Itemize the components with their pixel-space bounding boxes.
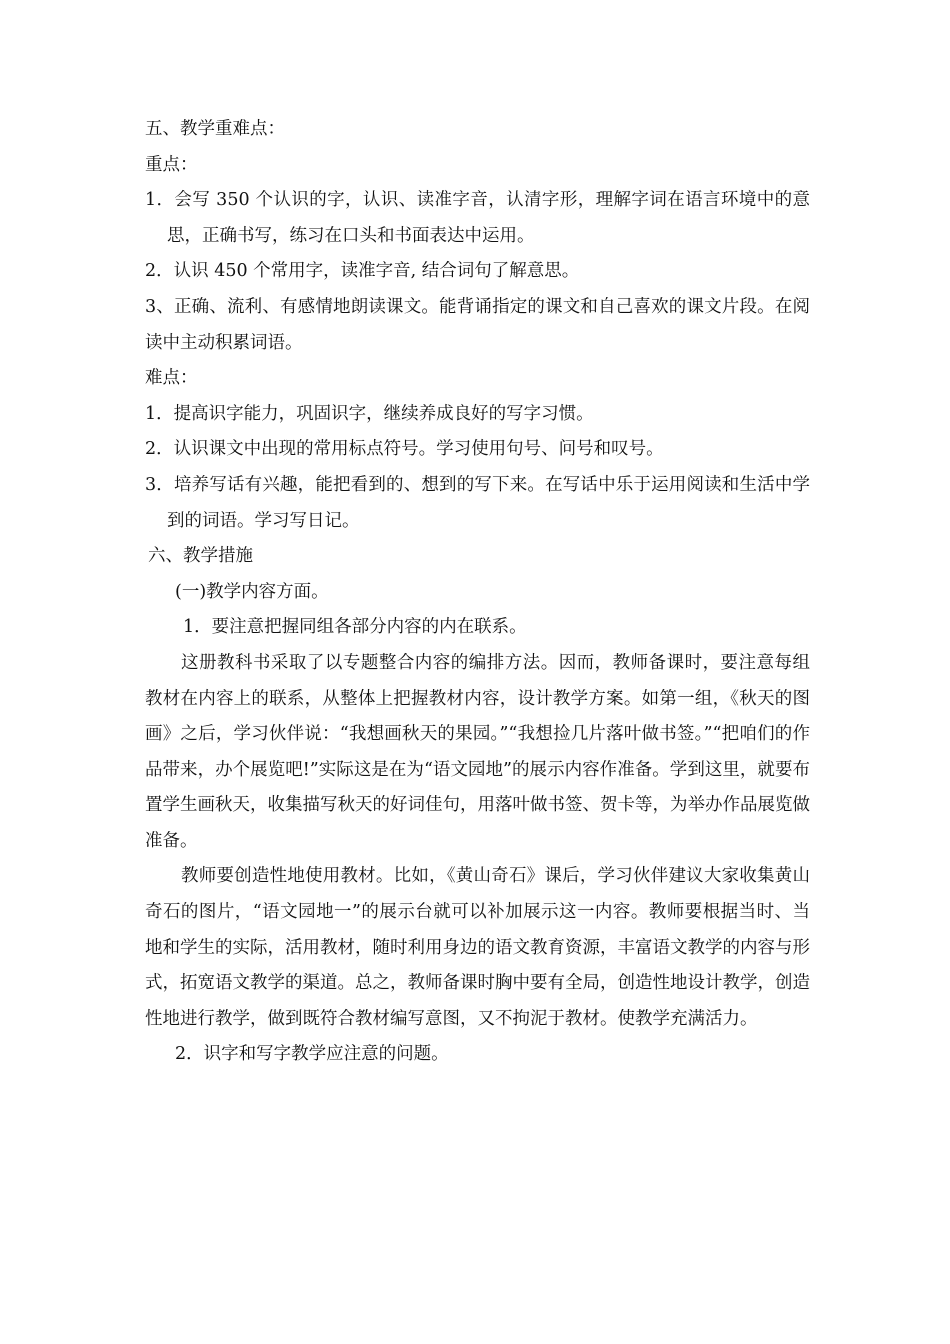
body-paragraph: 教师要创造性地使用教材。比如，《黄山奇石》课后，学习伙伴建议大家收集黄山奇石的图片，“语文园地一”的展示台就可以补加展示这一内容。教师要根据当时、当地和学生的实际，活用教材，随时利用身边的语文教育资源，丰富语文教学的内容与形式，拓宽语文教学的渠道。总之，教师备课时胸中要有全局，创造性地设计教学，创造性地进行教学，做到既符合教材编写意图，又不拘泥于教材。使教学充满活力。 xyxy=(145,866,810,1029)
key-point-item: 1．会写 350 个认识的字，认识、读准字音，认清字形，理解字词在语言环境中的意思，正确书写，练习在口头和书面表达中运用。 xyxy=(145,190,810,246)
section-heading-6: 六、教学措施 xyxy=(148,546,253,567)
key-points-label: 重点： xyxy=(145,154,198,175)
difficult-point-item: 1．提高识字能力，巩固识字，继续养成良好的写字习惯。 xyxy=(145,403,594,424)
key-point-item: 2．认识 450 个常用字，读准字音, 结合词句了解意思。 xyxy=(145,261,580,282)
point-heading: 1．要注意把握同组各部分内容的内在联系。 xyxy=(183,617,527,638)
difficult-point-item: 3．培养写话有兴趣，能把看到的、想到的写下来。在写话中乐于运用阅读和生活中学到的词语。学习写日记。 xyxy=(145,474,810,531)
document-body xyxy=(145,112,810,1073)
section-heading-5: 五、教学重难点： xyxy=(145,119,285,139)
difficult-points-label: 难点： xyxy=(145,368,198,389)
key-point-item: 3、正确、流利、有感情地朗读课文。能背诵指定的课文和自己喜欢的课文片段。在阅读中主动积累词语。 xyxy=(145,296,810,353)
body-paragraph: 这册教科书采取了以专题整合内容的编排方法。因而，教师备课时，要注意每组教材在内容上的联系，从整体上把握教材内容，设计教学方案。如第一组，《秋天的图画》之后，学习伙伴说：“我想画秋天的果园。”“我想捡几片落叶做书签。”“把咱们的作品带来，办个展览吧!”实际这是在为“语文园地”的展示内容作准备。学到这里，就要布置学生画秋天，收集描写秋天的好词佳句，用落叶做书签、贺卡等，为举办作品展览做准备。 xyxy=(145,652,810,851)
difficult-point-item: 2．认识课文中出现的常用标点符号。学习使用句号、问号和叹号。 xyxy=(145,439,664,460)
point-heading: 2．识字和写字教学应注意的问题。 xyxy=(175,1044,449,1065)
subsection-heading: (一)教学内容方面。 xyxy=(175,581,329,602)
